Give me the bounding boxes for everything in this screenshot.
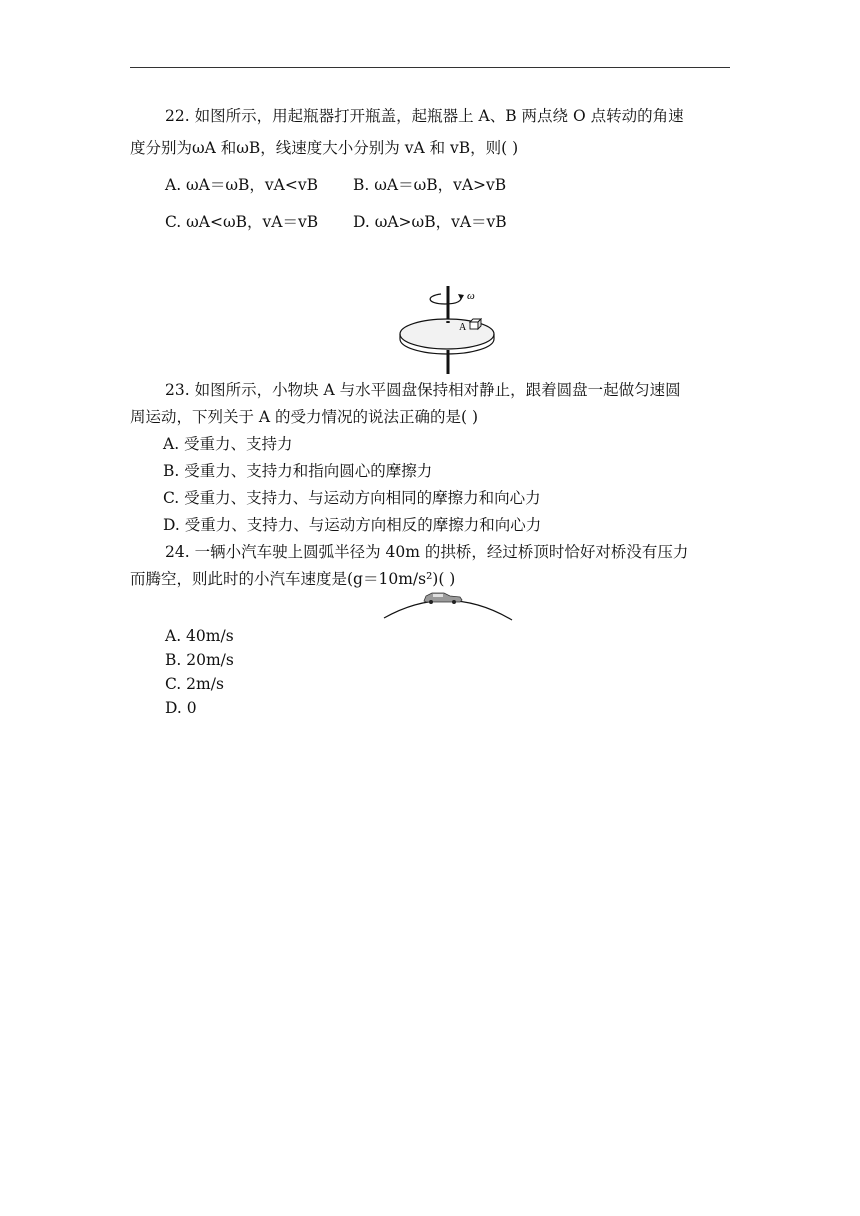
q23-option-a[interactable]: A. 受重力、支持力: [163, 435, 293, 453]
arch-bridge-figure: [380, 588, 516, 624]
bridge-arc: [384, 600, 512, 620]
q23-option-c[interactable]: C. 受重力、支持力、与运动方向相同的摩擦力和向心力: [163, 489, 541, 507]
q23-stem-line1: 23. 如图所示，小物块 A 与水平圆盘保持相对静止，跟着圆盘一起做匀速圆: [165, 381, 681, 399]
q22-option-a[interactable]: A. ωA＝ωB，vA<vB: [165, 176, 318, 194]
block-label: A: [459, 322, 467, 333]
q22-stem-line2: 度分别为ωA 和ωB，线速度大小分别为 vA 和 vB，则( ): [130, 139, 519, 157]
q23-option-b[interactable]: B. 受重力、支持力和指向圆心的摩擦力: [163, 462, 433, 480]
q24-stem-line1: 24. 一辆小汽车驶上圆弧半径为 40m 的拱桥，经过桥顶时恰好对桥没有压力: [165, 543, 689, 561]
q22-option-b[interactable]: B. ωA＝ωB，vA>vB: [353, 176, 507, 194]
q23-option-d[interactable]: D. 受重力、支持力、与运动方向相反的摩擦力和向心力: [163, 516, 542, 534]
q24-stem-line2: 而腾空，则此时的小汽车速度是(g＝10m/s²)( ): [130, 570, 456, 588]
block-cube-icon: [470, 319, 481, 329]
q23-stem-line2: 周运动，下列关于 A 的受力情况的说法正确的是( ): [130, 408, 479, 426]
q24-option-c[interactable]: C. 2m/s: [165, 675, 224, 693]
axle-hole: [446, 321, 450, 323]
arrow-head-icon: [458, 294, 464, 300]
q24-option-a[interactable]: A. 40m/s: [165, 627, 234, 645]
q22-stem-line1: 22. 如图所示，用起瓶器打开瓶盖，起瓶器上 A、B 两点绕 O 点转动的角速: [165, 107, 684, 125]
q22-option-c[interactable]: C. ωA<ωB，vA＝vB: [165, 213, 319, 231]
header-rule: [130, 67, 730, 68]
rotation-arrow-icon: [430, 294, 461, 304]
q24-option-b[interactable]: B. 20m/s: [165, 651, 234, 669]
car-icon: [424, 593, 462, 604]
omega-label: ω: [467, 290, 475, 302]
rotating-disc-figure: [395, 284, 505, 376]
q24-option-d[interactable]: D. 0: [165, 699, 197, 717]
q22-option-d[interactable]: D. ωA>ωB，vA＝vB: [353, 213, 507, 231]
